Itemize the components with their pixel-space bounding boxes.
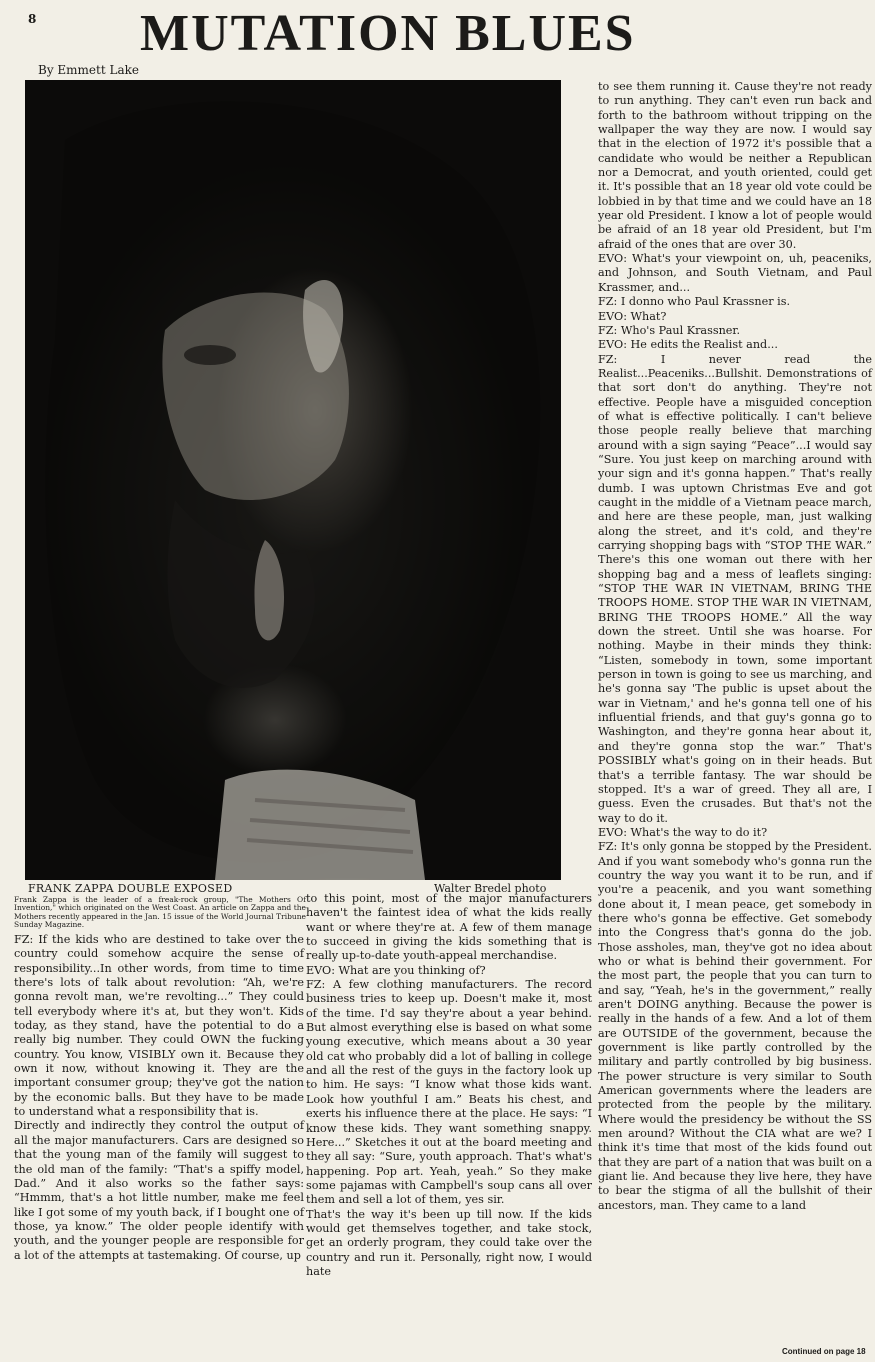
- photo-shading: [25, 80, 561, 880]
- article-column-2: to this point, most of the major manufacturers haven't the faintest idea of what the kids really want or where they're at. A few of them manage to succeed in giving the kids something that is really up-to-date youth-appeal merchandise. EVO: What are you thinking of? FZ: A few clothing manufacturers. The record business tries to keep up. Doesn't make it, most of the time. I'd say they're about a year behind. But almost everything else is based on what some young executive, which means about a 30 year old cat who probably did a lot of balling in college and all the rest of the guys in the factory look up to him. He says: “I know what those kids want. Look how youthful I am.” Beats his chest, and exerts his influence there at the place. He says: “I know these kids. They want something snappy. Here...” Sketches it out at the board meeting and they all say: “Sure, youth approach. That's what's happening. Pop art. Yeah, yeah.” So they make some pajamas with Campbell's soup cans all over them and sell a lot of them, yes sir. That's the way it's been up till now. If the kids would get themselves together, and take stock, get an orderly program, they could take over the country and run it. Personally, right now, I would hate: [306, 892, 592, 1278]
- zappa-photo: [25, 80, 561, 880]
- headline: MUTATION BLUES: [140, 5, 636, 62]
- caption-title: FRANK ZAPPA DOUBLE EXPOSED: [28, 882, 233, 895]
- article-column-1: FZ: If the kids who are destined to take over the country could somehow acquire the sense of responsibility...In other words, from time to time there's lots of talk about revolution: “Ah, we're gonna revolt man, we're revolting...” They could tell everybody where it's at, but they won't. Kids today, as they stand, have the potential to do a really big number. They could OWN the fucking country. You know, VISIBLY own it. Because they own it now, without knowing it. They are the important consumer group; they've got the nation by the economic balls. But they have to be made to understand what a responsibility that is. Directly and indirectly they control the output of all the major manufacturers. Cars are designed so that the young man of the family will suggest to the old man of the family: “That's a spiffy model, Dad.” And it also works so the father says: “Hmmm, that's a hot little number, make me feel like I got some of my youth back, if I bought one of those, ya know.” The older people identify with youth, and the younger people are responsible for a lot of the attempts at tastemaking. Of course, up: [14, 933, 304, 1262]
- photo-credit: Walter Bredel photo: [434, 882, 547, 895]
- continued-note: Continued on page 18: [782, 1347, 866, 1356]
- article-column-3: to see them running it. Cause they're not ready to run anything. They can't even run back and forth to the bathroom without tripping on the wallpaper the way they are now. I would say that in the election of 1972 it's possible that a candidate who would be neither a Republican nor a Democrat, and youth oriented, could get it. It's possible that an 18 year old vote could be lobbied in by that time and we could have an 18 year old President. I know a lot of people would be afraid of an 18 year old President, but I'm afraid of the ones that are over 30. EVO: What's your viewpoint on, uh, peaceniks, and Johnson, and South Vietnam, and Paul Krassmer, and... FZ: I donno who Paul Krassner is. EVO: What? FZ: Who's Paul Krassner. EVO: He edits the Realist and... FZ: I never read the Realist...Peaceniks...Bullshit. Demonstrations of that sort don't do anything. They're not effective. People have a misguided conception of what is effective politically. I can't believe those people really believe that marching around with a sign saying “Peace”...I would say “Sure. You just keep on marching around with your sign and it's gonna happen.” That's really dumb. I was uptown Christmas Eve and got caught in the middle of a Vietnam peace march, and here are these people, man, just walking along the street, and it's cold, and they're carrying shopping bags with “STOP THE WAR.” There's this one woman out there with her shopping bag and a mess of leaflets singing: “STOP THE WAR IN VIETNAM, BRING THE TROOPS HOME. STOP THE WAR IN VIETNAM, BRING THE TROOPS HOME.” All the way down the street. Until she was hoarse. For nothing. Maybe in their minds they think: “Listen, somebody in town, some important person in town is going to see us marching, and he's gonna say 'The public is upset about the war in Vietnam,' and he's gonna tell one of his influential friends, and that guy's gonna go to Washington, and they're gonna hear about it, and they're gonna stop the war.” That's POSSIBLY what's going on in their heads. But that's a terrible fantasy. The war should be stopped. It's a war of greed. They all are, I guess. Even the crusades. But that's not the way to do it. EVO: What's the way to do it? FZ: It's only gonna be stopped by the President. And if you want somebody who's gonna run the country the way you want it to be run, and if you're a peacenik, and you want something done about it, I mean peace, get somebody in there who's gonna be effective. Get somebody into the Congress that's gonna do the job. Those assholes, man, they've got no idea about who or what is behind their government. For the most part, the people that you can turn to and say, “Yeah, he's in the government,” really aren't DOING anything. Because the power is really in the hands of a few. And a lot of them are OUTSIDE of the government, because the government is like partly controlled by the military and partly controlled by big business. The power structure is very similar to South American governments where the leaders are protected from the people by the military. Where would the presidency be without the SS men around? Without the CIA what are we? I think it's time that most of the kids found out that they are part of a nation that was built on a giant lie. And because they live here, they have to bear the stigma of all the bullshit of their ancestors, man. They came to a land: [598, 80, 872, 1212]
- caption-text: Frank Zappa is the leader of a freak-rock group, "The Mothers Of Invention," which originated on the West Coast. An article on Zappa and the Mothers recently appeared in the Jan. 15 issue of the World Journal Tribune Sunday Magazine.: [14, 895, 306, 930]
- byline: By Emmett Lake: [38, 63, 139, 77]
- page-number: 8: [28, 12, 37, 26]
